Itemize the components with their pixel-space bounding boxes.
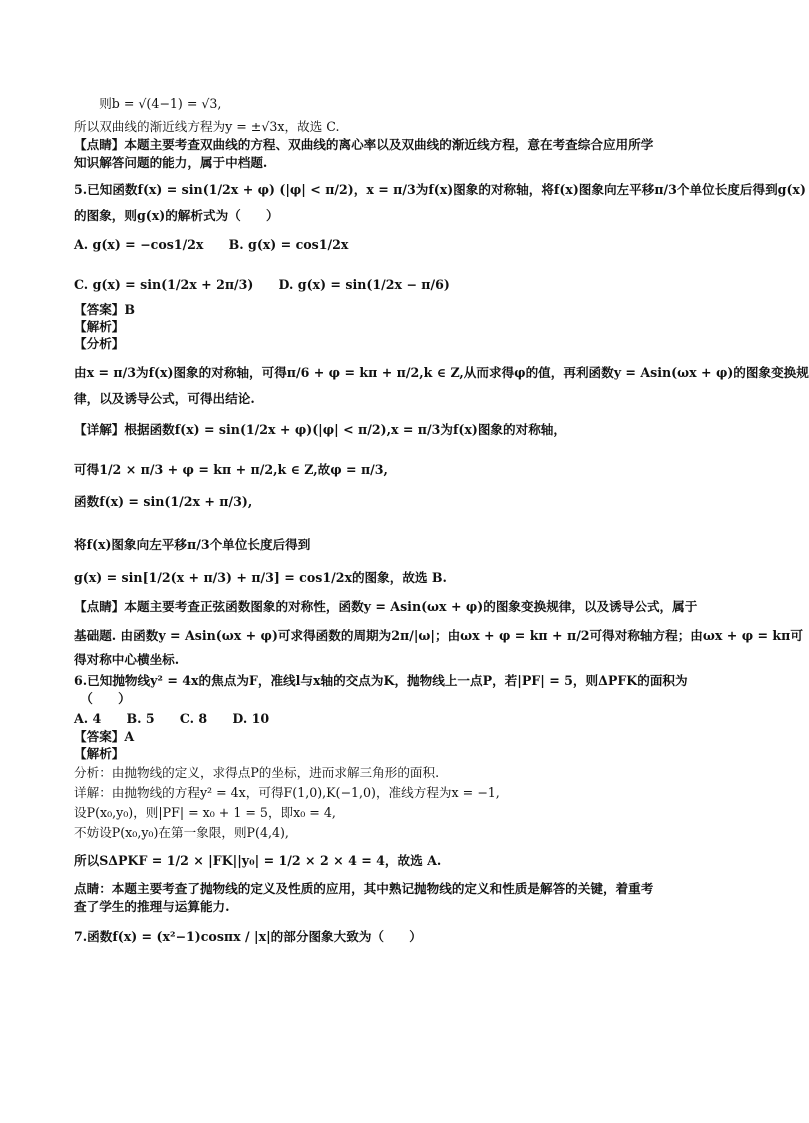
comment-line: 点睛：本题主要考查了抛物线的定义及性质的应用，其中熟记抛物线的定义和性质是解答的关键，着重考 [74, 881, 654, 896]
text-line: 详解：由抛物线的方程y² = 4x，可得F(1,0),K(−1,0)，准线方程为x = −1, [74, 785, 500, 800]
comment-heading: 【点睛】本题主要考查双曲线的方程、双曲线的离心率以及双曲线的渐近线方程，意在考查综合应用所学 [74, 137, 654, 152]
option-line: A. 4 B. 5 C. 8 D. 10 [74, 711, 270, 726]
comment-heading: 【点睛】本题主要考查正弦函数图象的对称性，函数y = Asin(ωx + φ)的图象变换规律，以及诱导公式，属于 [74, 599, 698, 614]
option-line: C. g(x) = sin(1/2x + 2π/3) D. g(x) = sin(1/2x − π/6) [74, 277, 450, 292]
text-line: 得对称中心横坐标. [74, 652, 180, 667]
text-line: 设P(x₀,y₀)，则|PF| = x₀ + 1 = 5，即x₀ = 4, [74, 805, 336, 820]
analysis-label: 【分析】 [74, 336, 125, 351]
option-line: A. g(x) = −cos1/2x B. g(x) = cos1/2x [74, 237, 349, 252]
text-line: 将f(x)图象向左平移π/3个单位长度后得到 [74, 537, 311, 552]
analysis-label: 【解析】 [74, 746, 125, 761]
question-7: 7.函数f(x) = (x²−1)cosπx / |x|的部分图象大致为（ ） [74, 929, 422, 944]
detail-heading: 【详解】根据函数f(x) = sin(1/2x + φ)(|φ| < π/2),x = π/3为f(x)图象的对称轴， [74, 422, 566, 437]
question-5-stem: 的图象，则g(x)的解析式为（ ） [74, 208, 279, 223]
question-5: 5.已知函数f(x) = sin(1/2x + φ) (|φ| < π/2)，x = π/3为f(x)图象的对称轴，将f(x)图象向左平移π/3个单位长度后得到g(x) [74, 182, 806, 197]
analysis-label: 【解析】 [74, 319, 125, 334]
question-6-paren: （ ） [74, 691, 131, 706]
text-line: 所以双曲线的渐近线方程为y = ±√3x，故选 C. [74, 119, 340, 134]
text-line: 由x = π/3为f(x)图象的对称轴，可得π/6 + φ = kπ + π/2,k ∈ Z,从而求得φ的值，再利函数y = Asin(ωx + φ)的图象变换规 [74, 365, 809, 380]
answer-label: 【答案】B [74, 302, 136, 317]
text-line: 分析：由抛物线的定义，求得点P的坐标，进而求解三角形的面积. [74, 765, 440, 780]
text-line: 则b = √(4−1) = √3, [74, 96, 222, 111]
text-line: 函数f(x) = sin(1/2x + π/3), [74, 494, 253, 509]
text-line: 知识解答问题的能力，属于中档题. [74, 155, 268, 170]
text-line: g(x) = sin[1/2(x + π/3) + π/3] = cos1/2x的图象，故选 B. [74, 570, 447, 585]
text-line: 所以SΔPKF = 1/2 × |FK||y₀| = 1/2 × 2 × 4 = 4，故选 A. [74, 853, 442, 868]
text-line: 可得1/2 × π/3 + φ = kπ + π/2,k ∈ Z,故φ = π/3, [74, 462, 388, 477]
text-line: 不妨设P(x₀,y₀)在第一象限，则P(4,4), [74, 825, 289, 840]
text-line: 基础题. 由函数y = Asin(ωx + φ)可求得函数的周期为2π/|ω|；由ωx + φ = kπ + π/2可得对称轴方程；由ωx + φ = kπ可 [74, 628, 803, 643]
text-line: 律，以及诱导公式，可得出结论. [74, 391, 255, 406]
question-6: 6.已知抛物线y² = 4x的焦点为F，准线l与x轴的交点为K，抛物线上一点P，若|PF| = 5，则ΔPFK的面积为 [74, 673, 688, 688]
text-line: 查了学生的推理与运算能力. [74, 899, 230, 914]
answer-label: 【答案】A [74, 729, 135, 744]
